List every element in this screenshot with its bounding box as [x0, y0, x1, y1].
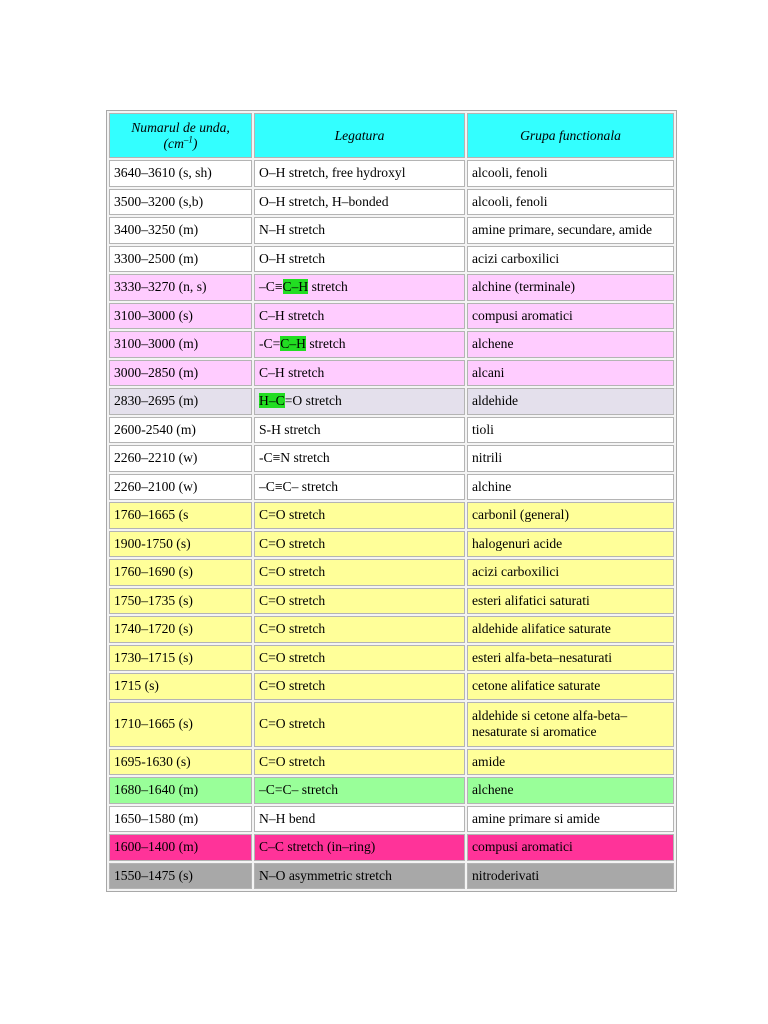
bond-cell: C=O stretch [254, 588, 465, 615]
bond-cell: C=O stretch [254, 673, 465, 700]
table-row [109, 160, 674, 187]
ir-absorption-table [106, 110, 677, 892]
highlighted-bond: C–H [282, 279, 309, 295]
table-row [109, 863, 674, 890]
table-row [109, 360, 674, 387]
wavenumber-cell: 3100–3000 (m) [109, 331, 252, 358]
bond-cell: O–H stretch [254, 246, 465, 273]
table-row [109, 388, 674, 415]
bond-cell: C=O stretch [254, 559, 465, 586]
bond-cell: N–H bend [254, 806, 465, 833]
group-cell: nitroderivati [467, 863, 674, 890]
table-row [109, 189, 674, 216]
wavenumber-cell: 2600-2540 (m) [109, 417, 252, 444]
wavenumber-cell: 3500–3200 (s,b) [109, 189, 252, 216]
bond-cell: S-H stretch [254, 417, 465, 444]
group-cell: aldehide si cetone alfa-beta– nesaturate si aromatice [467, 702, 674, 747]
table-row [109, 749, 674, 776]
bond-cell: H–C=O stretch [254, 388, 465, 415]
group-cell: alcani [467, 360, 674, 387]
bond-cell: C=O stretch [254, 645, 465, 672]
group-cell: nitrili [467, 445, 674, 472]
table-row [109, 502, 674, 529]
table-row [109, 417, 674, 444]
bond-cell: –C≡C–H stretch [254, 274, 465, 301]
bond-cell: C–H stretch [254, 303, 465, 330]
wavenumber-cell: 1680–1640 (m) [109, 777, 252, 804]
wavenumber-cell: 1900-1750 (s) [109, 531, 252, 558]
wavenumber-cell: 3000–2850 (m) [109, 360, 252, 387]
group-cell: acizi carboxilici [467, 559, 674, 586]
table-row [109, 217, 674, 244]
group-cell: aldehide [467, 388, 674, 415]
table-row [109, 777, 674, 804]
wavenumber-cell: 1730–1715 (s) [109, 645, 252, 672]
wavenumber-cell: 1695-1630 (s) [109, 749, 252, 776]
table-row [109, 246, 674, 273]
wavenumber-cell: 1740–1720 (s) [109, 616, 252, 643]
group-cell: amide [467, 749, 674, 776]
group-cell: alchine [467, 474, 674, 501]
wavenumber-cell: 1715 (s) [109, 673, 252, 700]
table-row [109, 474, 674, 501]
group-cell: alchine (terminale) [467, 274, 674, 301]
bond-cell: C–H stretch [254, 360, 465, 387]
bond-cell: –C=C– stretch [254, 777, 465, 804]
wavenumber-cell: 3400–3250 (m) [109, 217, 252, 244]
table-row [109, 303, 674, 330]
wavenumber-cell: 1550–1475 (s) [109, 863, 252, 890]
group-cell: aldehide alifatice saturate [467, 616, 674, 643]
group-cell: esteri alfa-beta–nesaturati [467, 645, 674, 672]
group-cell: compusi aromatici [467, 834, 674, 861]
header-functional-group: Grupa functionala [467, 113, 674, 158]
bond-cell: C=O stretch [254, 702, 465, 747]
bond-cell: N–O asymmetric stretch [254, 863, 465, 890]
bond-cell: O–H stretch, free hydroxyl [254, 160, 465, 187]
group-cell: compusi aromatici [467, 303, 674, 330]
table-row [109, 559, 674, 586]
group-cell: alchene [467, 331, 674, 358]
group-cell: alchene [467, 777, 674, 804]
bond-cell: C=O stretch [254, 749, 465, 776]
bond-cell: C=O stretch [254, 531, 465, 558]
table-row [109, 806, 674, 833]
group-cell: alcooli, fenoli [467, 189, 674, 216]
wavenumber-cell: 1650–1580 (m) [109, 806, 252, 833]
bond-cell: C=O stretch [254, 616, 465, 643]
group-cell: amine primare si amide [467, 806, 674, 833]
bond-cell: N–H stretch [254, 217, 465, 244]
table-row [109, 645, 674, 672]
table-row [109, 673, 674, 700]
wavenumber-cell: 3300–2500 (m) [109, 246, 252, 273]
bond-cell: -C=C–H stretch [254, 331, 465, 358]
highlighted-bond: H–C [259, 393, 285, 409]
table-row [109, 445, 674, 472]
wavenumber-cell: 3640–3610 (s, sh) [109, 160, 252, 187]
table-row [109, 588, 674, 615]
group-cell: esteri alifatici saturati [467, 588, 674, 615]
table-row [109, 531, 674, 558]
group-cell: halogenuri acide [467, 531, 674, 558]
wavenumber-cell: 1710–1665 (s) [109, 702, 252, 747]
bond-cell: –C≡C– stretch [254, 474, 465, 501]
wavenumber-cell: 2260–2210 (w) [109, 445, 252, 472]
table-row [109, 616, 674, 643]
header-bond: Legatura [254, 113, 465, 158]
table-row [109, 702, 674, 747]
bond-cell: O–H stretch, H–bonded [254, 189, 465, 216]
group-cell: tioli [467, 417, 674, 444]
highlighted-bond: C–H [280, 336, 306, 352]
table-row [109, 834, 674, 861]
table-header-row [109, 113, 674, 158]
table-row [109, 274, 674, 301]
group-cell: cetone alifatice saturate [467, 673, 674, 700]
wavenumber-cell: 3330–3270 (n, s) [109, 274, 252, 301]
wavenumber-cell: 2830–2695 (m) [109, 388, 252, 415]
group-cell: amine primare, secundare, amide [467, 217, 674, 244]
wavenumber-cell: 1760–1665 (s [109, 502, 252, 529]
wavenumber-cell: 1600–1400 (m) [109, 834, 252, 861]
header-wavenumber: Numarul de unda, $(cm^{-1})$ [109, 113, 252, 158]
group-cell: acizi carboxilici [467, 246, 674, 273]
bond-cell: -C≡N stretch [254, 445, 465, 472]
wavenumber-cell: 1760–1690 (s) [109, 559, 252, 586]
group-cell: carbonil (general) [467, 502, 674, 529]
wavenumber-cell: 1750–1735 (s) [109, 588, 252, 615]
bond-cell: C=O stretch [254, 502, 465, 529]
group-cell: alcooli, fenoli [467, 160, 674, 187]
wavenumber-cell: 2260–2100 (w) [109, 474, 252, 501]
wavenumber-cell: 3100–3000 (s) [109, 303, 252, 330]
bond-cell: C–C stretch (in–ring) [254, 834, 465, 861]
table-row [109, 331, 674, 358]
